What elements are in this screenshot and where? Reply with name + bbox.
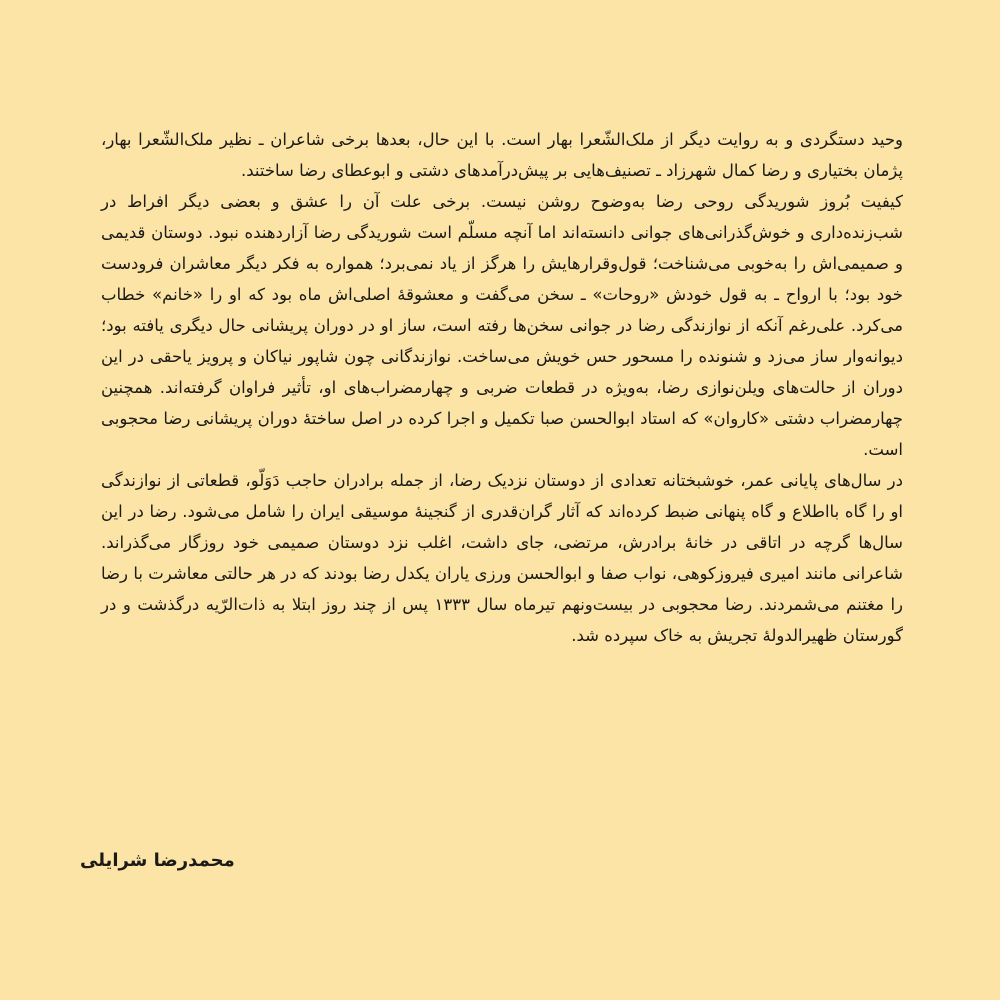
author-signature: محمدرضا شرایلی [80, 850, 235, 871]
paragraph-3: در سال‌های پایانی عمر، خوشبختانه تعدادی از دوستان نزدیک رضا، از جمله برادران حاجب دَوَلّو، قطعاتی از نوازندگی او را گاه بااطلاع و گاه پنهانی ضبط کرده‌اند که آثار گران‌قدری از گنجینهٔ موسیقی ایران را شامل می‌شود. رضا در این سال‌ها گرچه در اتاقی در خانهٔ برادرش، مرتضی، جای داشت، اغلب نزد دوستان صمیمی خود روزگار می‌گذراند. شاعرانی مانند امیری فیروزکوهی، نواب صفا و ابوالحسن ورزی یاران یکدل رضا بودند که در هر حالتی معاشرت با رضا را مغتنم می‌شمردند. رضا محجوبی در بیست‌ونهم تیرماه سال ۱۳۳۳ پس از چند روز ابتلا به ذات‌الرّیه درگذشت و در گورستان ظهیرالدولهٔ تجریش به خاک سپرده شد. [101, 471, 903, 645]
paragraph-1: وحید دستگردی و به روایت دیگر از ملک‌الشّعرا بهار است. با این حال، بعدها برخی شاعران ـ نظیر ملک‌الشّعرا بهار، پژمان بختیاری و رضا کمال شهرزاد ـ تصنیف‌هایی بر پیش‌درآمدهای دشتی و ابوعطای رضا ساختند. [101, 130, 903, 180]
article-body [101, 124, 903, 651]
paragraph-2: کیفیت بُروز شوریدگی روحی رضا به‌وضوح روشن نیست. برخی علت آن را عشق و بعضی دیگر افراط در شب‌زنده‌داری و خوش‌گذرانی‌های جوانی دانسته‌اند اما آنچه مسلّم است شوریدگی رضا آزاردهنده نبود. دوستان قدیمی و صمیمی‌اش را به‌خوبی می‌شناخت؛ قول‌وقرارهایش را هرگز از یاد نمی‌برد؛ همواره به فکر دیگر معاشران فرودست خود بود؛ با ارواح ـ به قول خودش «روحات» ـ سخن می‌گفت و معشوقهٔ اصلی‌اش ماه بود که او را «خانم» خطاب می‌کرد. علی‌رغم آنکه از نوازندگی رضا در جوانی سخن‌ها رفته است، ساز او در دوران پریشانی حال دیگری یافته بود؛ دیوانه‌وار ساز می‌زد و شنونده را مسحور حس خویش می‌ساخت. نوازندگانی چون شاپور نیاکان و پرویز یاحقی در این دوران از حالت‌های ویلن‌نوازی رضا، به‌ویژه در قطعات ضربی و چهارمضراب‌های او، تأثیر فراوان گرفته‌اند. همچنین چهارمضراب دشتی «کاروان» که استاد ابوالحسن صبا تکمیل و اجرا کرده در اصل ساختهٔ دوران پریشانی رضا محجوبی است. [101, 192, 903, 459]
